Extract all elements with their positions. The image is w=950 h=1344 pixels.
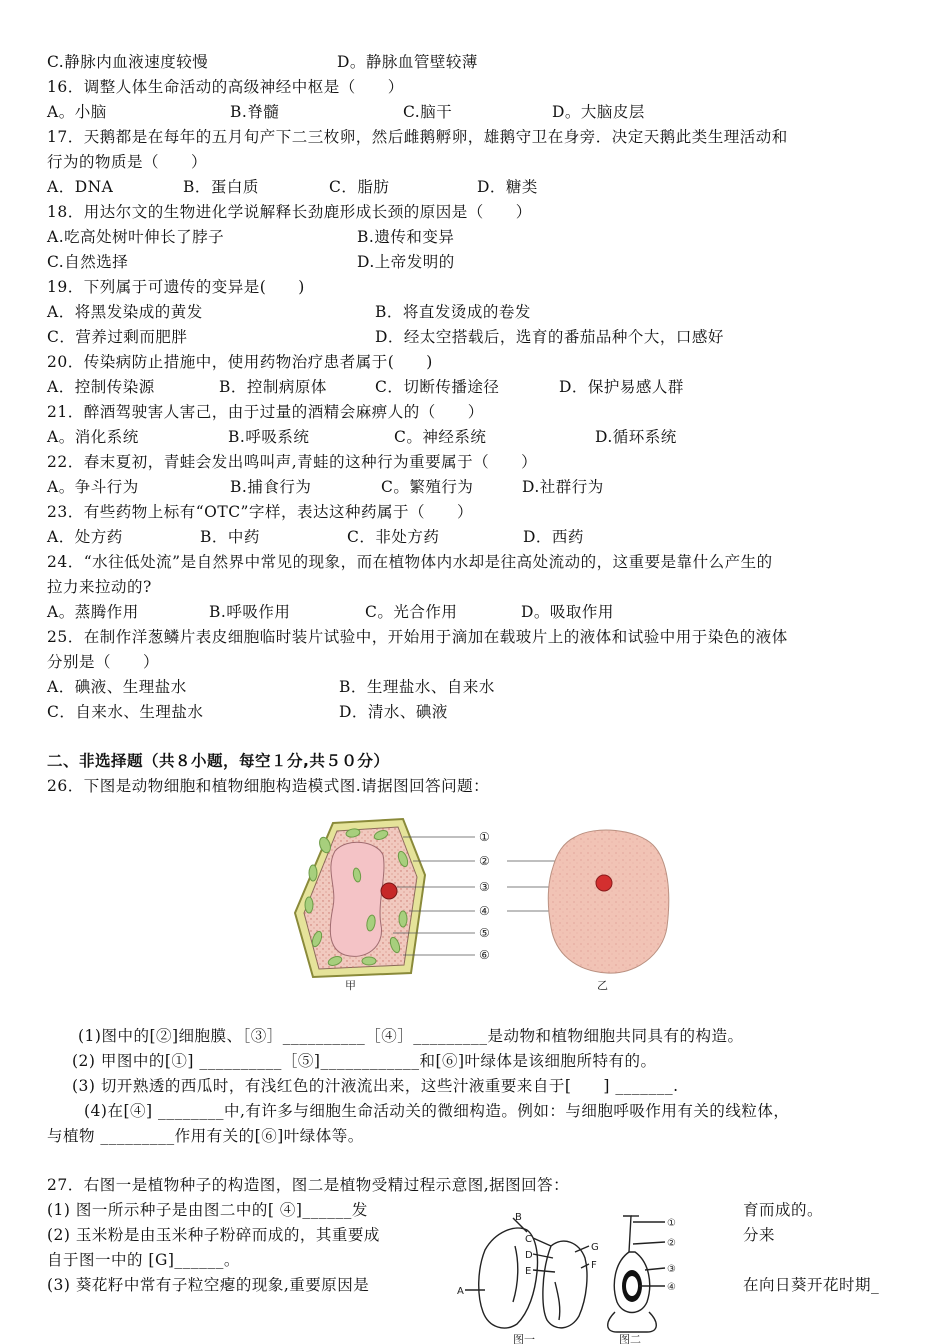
option-b: B．控制病原体 — [219, 378, 327, 396]
option-c: C.自然选择 — [47, 253, 129, 271]
option-a: A。消化系统 — [47, 428, 139, 446]
question-25-options-1 — [47, 677, 927, 697]
question-22-stem: 22．春末夏初，青蛙会发出鸣叫声,青蛙的这种行为重要属于（ ） — [47, 453, 538, 471]
animal-cell — [548, 830, 669, 973]
question-16-stem: 16．调整人体生命活动的高级神经中枢是（ ） — [47, 78, 404, 96]
question-25-options-2 — [47, 702, 927, 722]
label-5: ⑤ — [479, 926, 490, 940]
figure-number-labels — [479, 830, 490, 962]
option-c: C。繁殖行为 — [381, 478, 474, 496]
option-b: B．将直发烫成的卷发 — [375, 303, 531, 321]
question-24-options — [47, 602, 927, 622]
question-24-stem-cont: 拉力来拉动的? — [47, 578, 152, 596]
caption-yi: 乙 — [597, 979, 608, 992]
option-d: D．西药 — [523, 528, 584, 546]
label-e: E — [525, 1266, 532, 1277]
question-27-2-cont: 分来 — [743, 1226, 776, 1244]
option-b: B.呼吸系统 — [228, 428, 310, 446]
option-c: C．脂肪 — [329, 178, 390, 196]
option-c: C.脑干 — [403, 103, 453, 121]
label-4: ④ — [479, 904, 490, 918]
question-20-options — [47, 377, 927, 397]
section-2-title: 二、非选择题（共８小题，每空１分,共５０分） — [47, 752, 390, 770]
label-d: D — [525, 1250, 533, 1261]
question-25-stem: 25．在制作洋葱鳞片表皮细胞临时装片试验中，开始用于滴加在载玻片上的液体和试验中用于染色的液体 — [47, 628, 788, 646]
question-23-stem: 23．有些药物上标有“OTC”字样，表达这种药属于（ ） — [47, 503, 473, 521]
pistil-number-labels — [667, 1218, 676, 1293]
question-19-options-2 — [47, 327, 927, 347]
question-19-stem: 19．下列属于可遗传的变异是( ) — [47, 278, 305, 296]
question-27-2: (2) 玉米粉是由玉米种子粉碎而成的，其重要成 — [47, 1226, 380, 1244]
label-3: ③ — [479, 880, 490, 894]
caption-jia: 甲 — [345, 979, 356, 992]
plant-cell — [295, 819, 475, 977]
label-2: ② — [479, 854, 490, 868]
question-26-stem: 26．下图是动物细胞和植物细胞构造模式图.请据图回答问题： — [47, 777, 490, 795]
option-d: D。吸取作用 — [521, 603, 614, 621]
animal-nucleus — [596, 875, 612, 891]
option-b: B.捕食行为 — [230, 478, 312, 496]
question-26-4: (4)在[④] ________中,有许多与细胞生命活动关的微细构造。例如：与细胞呼吸作用有关的线粒体， — [84, 1102, 790, 1120]
label-f: F — [591, 1260, 597, 1271]
question-27-stem: 27．右图一是植物种子的构造图，图二是植物受精过程示意图,据图回答： — [47, 1176, 570, 1194]
option-c: C．自来水、生理盐水 — [47, 703, 204, 721]
question-26-2: (2) 甲图中的[①] __________［⑤]____________和[⑥]叶绿体是该细胞所特有的。 — [72, 1052, 657, 1070]
label-1: ① — [479, 830, 490, 844]
question-20-stem: 20．传染病防止措施中，使用药物治疗患者属于( ) — [47, 353, 433, 371]
option-a: A．控制传染源 — [47, 378, 155, 396]
question-18-options-1 — [47, 227, 927, 247]
option-c: C．非处方药 — [347, 528, 440, 546]
option-c: C．营养过剩而肥胖 — [47, 328, 188, 346]
question-27-1-cont: 育而成的。 — [743, 1201, 824, 1219]
seed-diagram — [455, 1212, 725, 1344]
option-d: D.社群行为 — [522, 478, 604, 496]
question-25-stem-cont: 分别是（ ） — [47, 653, 160, 671]
question-18-stem: 18．用达尔文的生物进化学说解释长劲鹿形成长颈的原因是（ ） — [47, 203, 532, 221]
label-c: C — [525, 1234, 532, 1245]
label-1: ① — [667, 1218, 676, 1229]
label-3: ③ — [667, 1264, 676, 1275]
label-a: A — [457, 1286, 464, 1297]
option-d: D。大脑皮层 — [552, 103, 645, 121]
question-17-stem-cont: 行为的物质是（ ） — [47, 153, 208, 171]
label-g: G — [591, 1242, 599, 1253]
question-19-options-1 — [47, 302, 927, 322]
cell-diagram — [285, 815, 685, 995]
question-16-options — [47, 102, 927, 122]
option-d: D．清水、碘液 — [339, 703, 448, 721]
label-2: ② — [667, 1238, 676, 1249]
caption-fig2: 图二 — [619, 1333, 641, 1344]
question-27-2-cont2: 自于图一中的 [G]______。 — [47, 1251, 240, 1269]
option-a: A。争斗行为 — [47, 478, 139, 496]
question-26-3: (3) 切开熟透的西瓜时，有浅红色的汁液流出来，这些汁液重要来自于[ ] _______. — [72, 1077, 679, 1095]
question-21-stem: 21．醉酒驾驶害人害己，由于过量的酒精会麻痹人的（ ） — [47, 403, 484, 421]
question-17-options — [47, 177, 927, 197]
pistil-figure — [608, 1216, 665, 1332]
question-17-stem: 17．天鹅都是在每年的五月旬产下二三枚卵，然后雌鹅孵卵，雄鹅守卫在身旁．决定天鹅此类生理活动和 — [47, 128, 788, 146]
question-23-options — [47, 527, 927, 547]
option-b: B.遗传和变异 — [357, 228, 455, 246]
option-c: C．切断传播途径 — [375, 378, 500, 396]
question-18-options-2 — [47, 252, 927, 272]
question-21-options — [47, 427, 927, 447]
option-a: A．处方药 — [47, 528, 123, 546]
option-b: B．蛋白质 — [183, 178, 259, 196]
label-b: B — [515, 1212, 522, 1223]
question-27-3: (3) 葵花籽中常有子粒空瘪的现象,重要原因是 — [47, 1276, 370, 1294]
option-a: A．碘液、生理盐水 — [47, 678, 187, 696]
caption-fig1: 图一 — [513, 1333, 535, 1344]
question-27-3-cont: 在向日葵开花时期_ — [743, 1276, 880, 1294]
option-a: A.吃高处树叶伸长了脖子 — [47, 228, 225, 246]
option-c: C。光合作用 — [365, 603, 458, 621]
option-d: D．保护易感人群 — [559, 378, 684, 396]
label-4: ④ — [667, 1282, 676, 1293]
option-d: D。静脉血管壁较薄 — [337, 53, 478, 71]
vacuole — [330, 842, 384, 956]
option-a: A．DNA — [47, 178, 114, 196]
question-26-1: (1)图中的[②]细胞膜、［③］__________［④］_________是动物和植物细胞共同具有的构造。 — [78, 1027, 744, 1045]
question-22-options — [47, 477, 927, 497]
label-6: ⑥ — [479, 948, 490, 962]
option-b: B．生理盐水、自来水 — [339, 678, 495, 696]
option-b: B.呼吸作用 — [209, 603, 291, 621]
question-26-4-cont: 与植物 _________作用有关的[⑥]叶绿体等。 — [47, 1127, 364, 1145]
question-24-stem: 24．“水往低处流”是自然界中常见的现象，而在植物体内水却是往高处流动的，这重要是靠什么产生的 — [47, 553, 773, 571]
option-d: D．糖类 — [477, 178, 538, 196]
option-b: B．中药 — [200, 528, 260, 546]
option-d: D.上帝发明的 — [357, 253, 455, 271]
option-a: A．将黑发染成的黄发 — [47, 303, 203, 321]
option-a: A。小脑 — [47, 103, 107, 121]
question-27-1: (1) 图一所示种子是由图二中的[ ④]______发 — [47, 1201, 368, 1219]
option-c: C.静脉内血液速度较慢 — [47, 53, 209, 71]
option-a: A。蒸腾作用 — [47, 603, 139, 621]
option-d: D．经太空搭载后，选育的番茄品种个大，口感好 — [375, 328, 724, 346]
option-c: C。神经系统 — [394, 428, 487, 446]
nucleus — [381, 883, 397, 899]
option-d: D.循环系统 — [595, 428, 677, 446]
q15-options-row — [47, 52, 927, 72]
option-b: B.脊髓 — [230, 103, 280, 121]
